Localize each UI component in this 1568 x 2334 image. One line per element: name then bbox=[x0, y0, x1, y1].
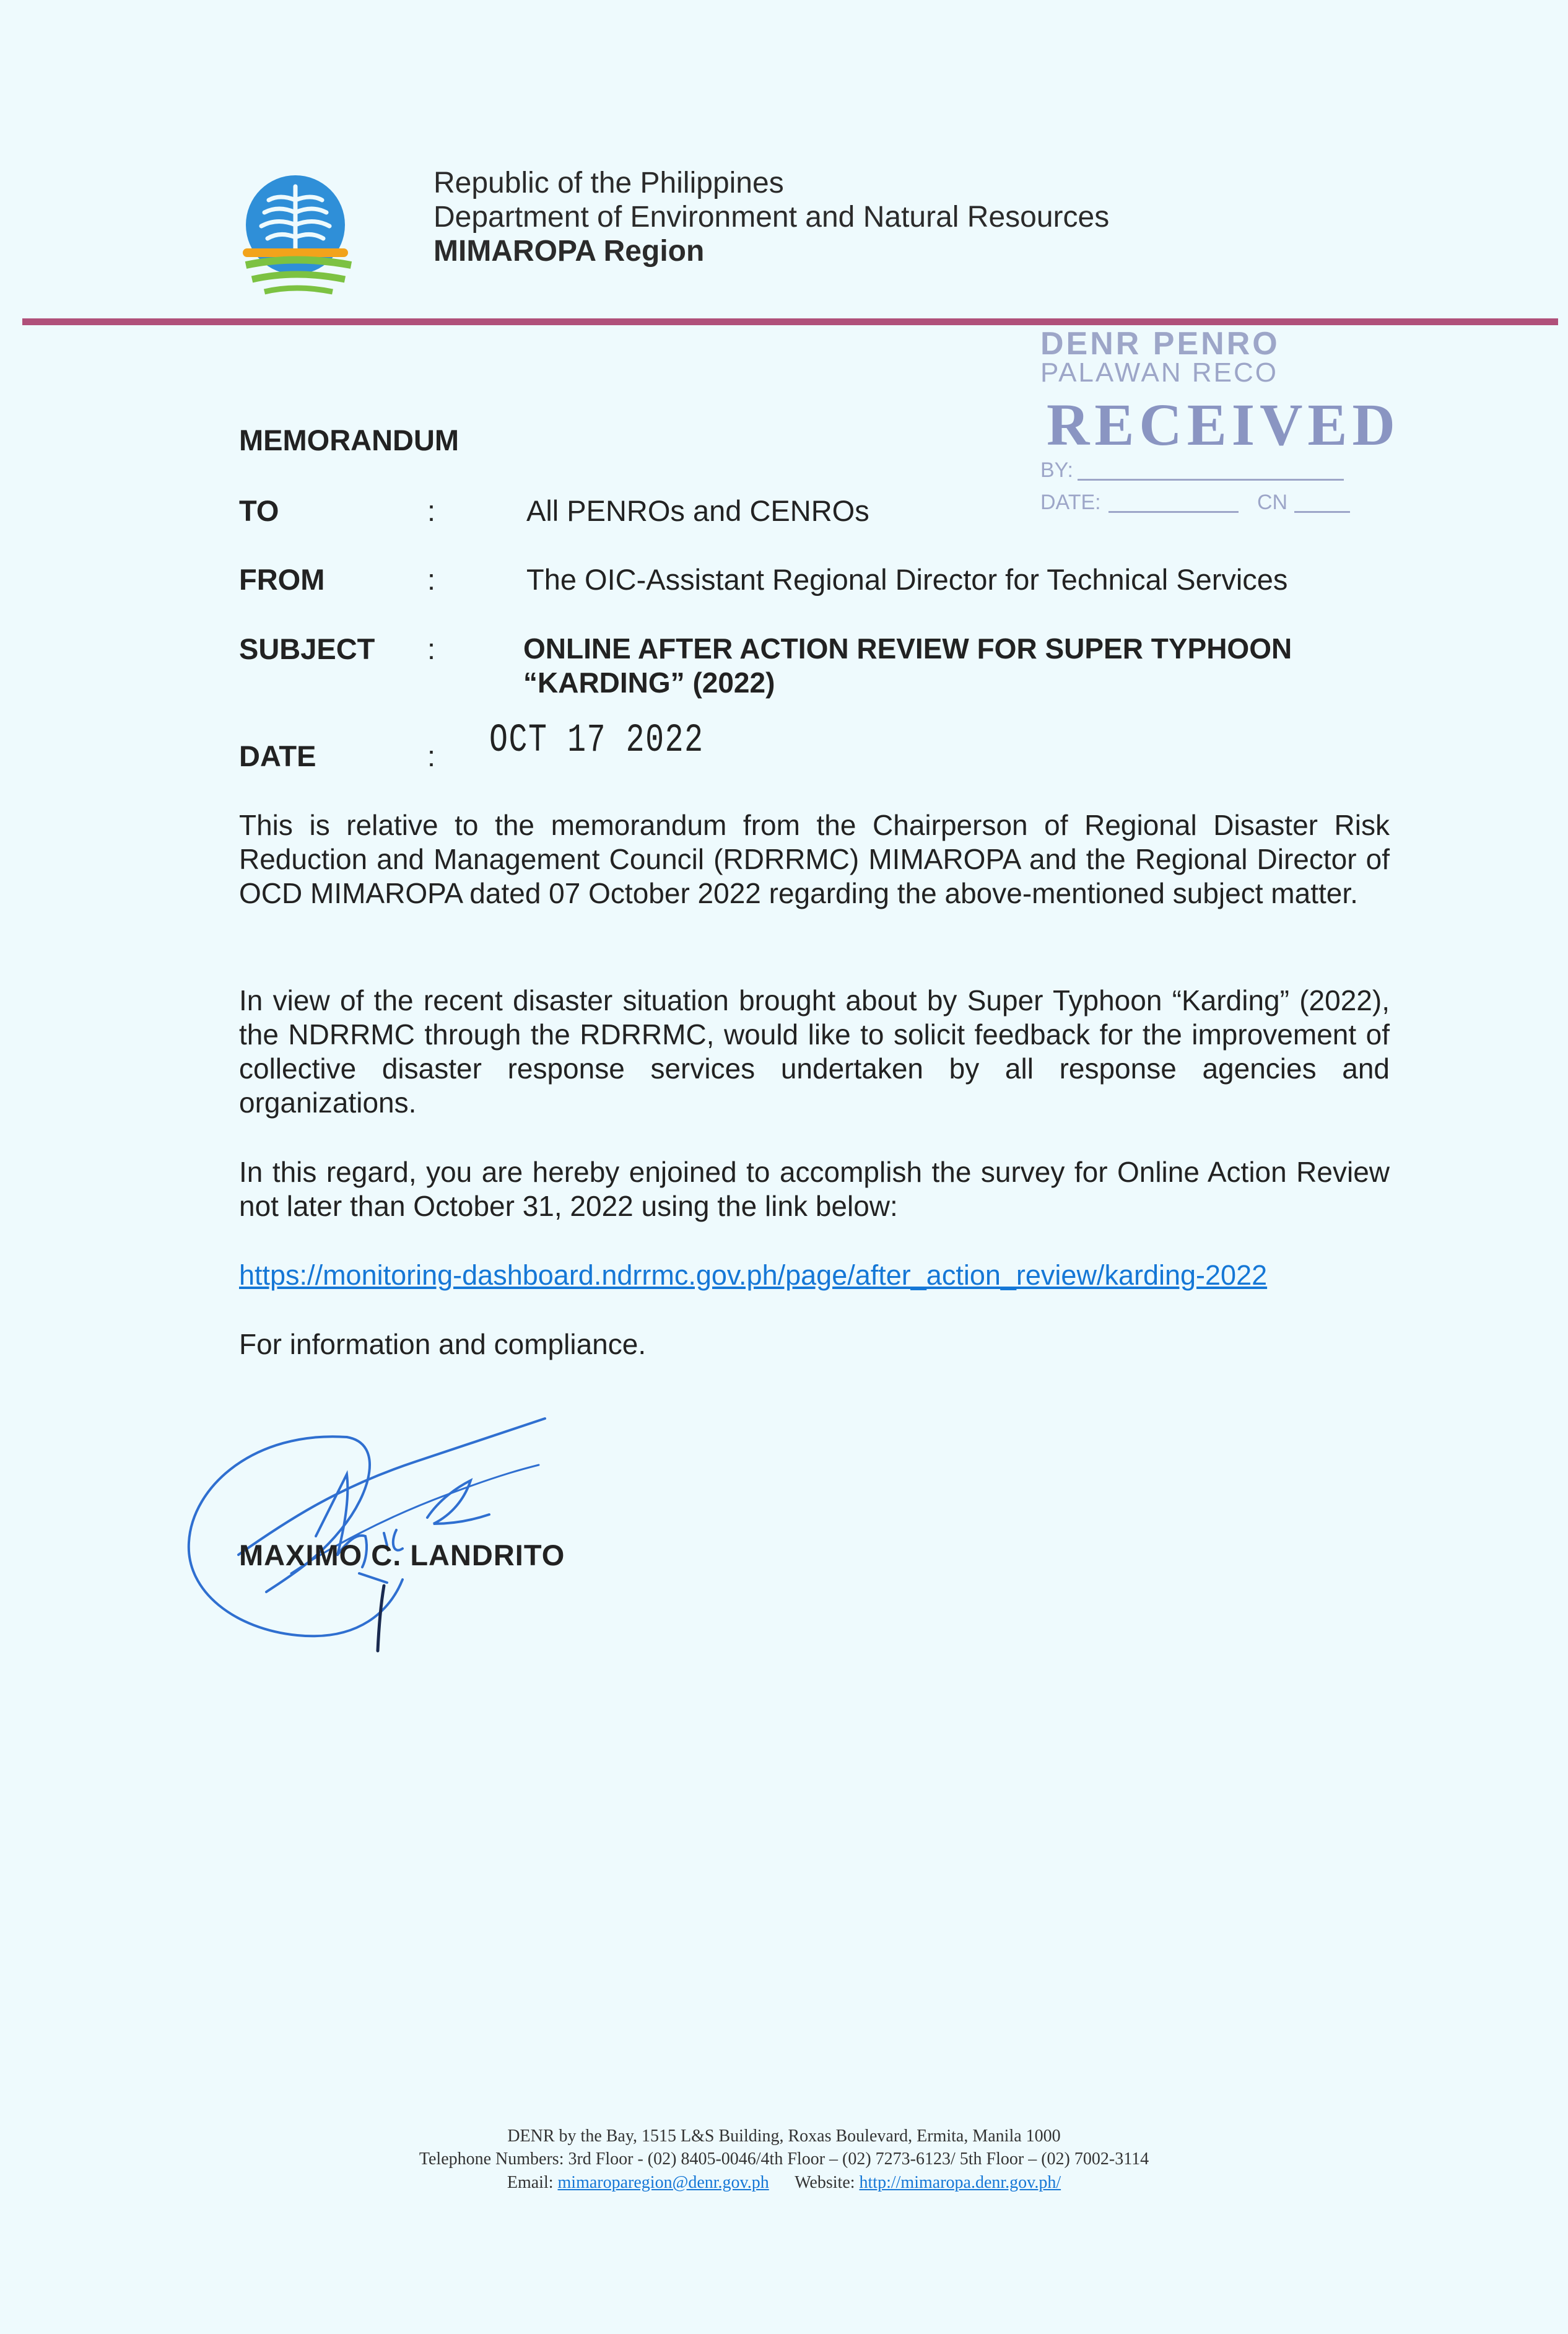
signatory-name: MAXIMO C. LANDRITO bbox=[239, 1539, 565, 1571]
stamp-date-line bbox=[1108, 511, 1239, 513]
date-value: OCT 17 2022 bbox=[489, 719, 704, 763]
stamp-date-label: DATE: bbox=[1040, 491, 1101, 514]
closing-line: For information and compliance. bbox=[239, 1328, 647, 1360]
stamp-office: DENR PENRO bbox=[1040, 326, 1280, 362]
survey-link[interactable]: https://monitoring-dashboard.ndrrmc.gov.ph/page/after_action_review/karding-2022 bbox=[239, 1259, 1268, 1291]
header-divider bbox=[22, 318, 1558, 325]
footer-website-link[interactable]: http://mimaropa.denr.gov.ph/ bbox=[859, 2173, 1061, 2192]
date-label: DATE bbox=[239, 740, 316, 772]
body-paragraph-1: This is relative to the memorandum from the Chairperson of Regional Disaster Risk Reduction and Management Council (RDRRMC) MIMAROPA and the Regional Director of OCD MIMAROPA dated 07 October 2022 regarding the above-mentioned subject matter. bbox=[239, 809, 1390, 909]
header-region: MIMAROPA Region bbox=[433, 235, 705, 268]
received-stamp bbox=[1040, 325, 1400, 530]
denr-logo bbox=[230, 175, 360, 299]
footer-address: DENR by the Bay, 1515 L&S Building, Roxas Boulevard, Ermita, Manila 1000 bbox=[507, 2126, 1061, 2146]
from-label: FROM bbox=[239, 563, 325, 596]
subject-value: ONLINE AFTER ACTION REVIEW FOR SUPER TYPHOON “KARDING” (2022) bbox=[523, 632, 1292, 699]
footer-phones: Telephone Numbers: 3rd Floor - (02) 8405-0046/4th Floor – (02) 7273-6123/ 5th Floor – (02) 7002-3114 bbox=[419, 2149, 1149, 2169]
stamp-cn-line bbox=[1294, 511, 1350, 513]
subject-label: SUBJECT bbox=[239, 632, 375, 665]
from-value: The OIC-Assistant Regional Director for Technical Services bbox=[526, 563, 1288, 596]
footer-contacts bbox=[0, 2173, 1568, 2193]
to-colon: : bbox=[427, 494, 436, 527]
date-colon: : bbox=[427, 740, 436, 772]
stamp-by-label: BY: bbox=[1040, 458, 1073, 482]
footer-email-link[interactable]: mimaroparegion@denr.gov.ph bbox=[557, 2173, 769, 2192]
footer-email-label: Email: bbox=[507, 2173, 554, 2192]
to-value: All PENROs and CENROs bbox=[526, 494, 869, 527]
from-colon: : bbox=[427, 563, 436, 596]
stamp-by-line bbox=[1078, 479, 1344, 481]
to-label: TO bbox=[239, 494, 279, 527]
signature-mark bbox=[180, 1406, 601, 1660]
footer-website-label: Website: bbox=[795, 2173, 855, 2192]
stamp-status: RECEIVED bbox=[1047, 391, 1400, 458]
body-paragraph-2: In view of the recent disaster situation brought about by Super Typhoon “Karding” (2022), the NDRRMC through the RDRRMC, would like to solicit feedback for the improvement of collective disaster response services undertaken by all response agencies and organizations. bbox=[239, 984, 1390, 1119]
header-republic: Republic of the Philippines bbox=[433, 167, 784, 199]
stamp-location: PALAWAN RECO bbox=[1040, 357, 1278, 388]
subject-colon: : bbox=[427, 632, 436, 665]
stamp-cn-label: CN bbox=[1257, 491, 1288, 514]
header-department: Department of Environment and Natural Resources bbox=[433, 201, 1110, 234]
memo-title: MEMORANDUM bbox=[239, 424, 460, 457]
body-paragraph-3: In this regard, you are hereby enjoined to accomplish the survey for Online Action Review not later than October 31, 2022 using the link below: bbox=[239, 1156, 1390, 1222]
